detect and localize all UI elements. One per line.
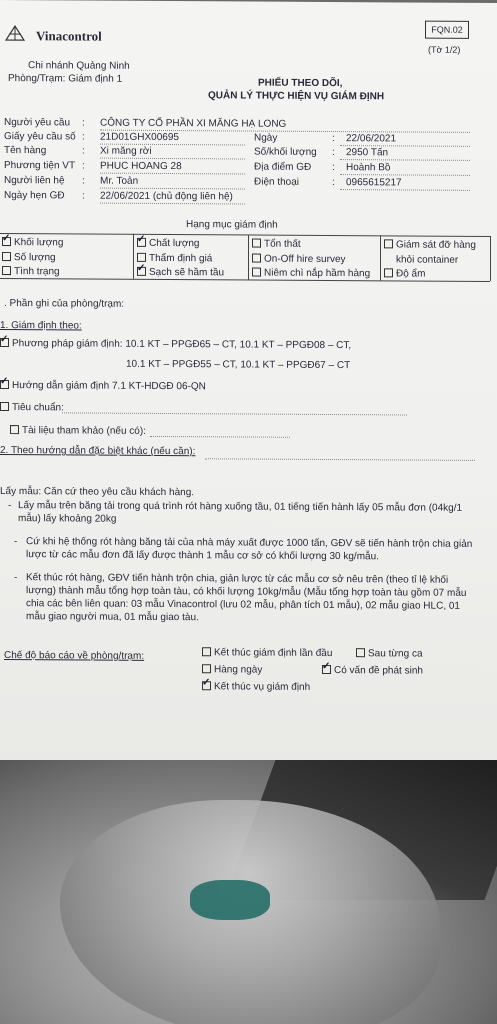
categories-title: Hạng mục giám định	[186, 219, 278, 231]
info-label: Người yêu cầu	[4, 117, 71, 129]
standard-checkbox[interactable]	[0, 402, 9, 411]
category-col1-item-0[interactable]	[2, 237, 63, 248]
reference-text: Tài liệu tham khảo (nếu có):	[22, 425, 146, 437]
standard-row	[0, 402, 64, 413]
category-checkbox[interactable]	[252, 254, 261, 263]
method-row	[0, 338, 351, 351]
sampling-bullet-2: - Cứ khi hệ thống rót hàng băng tải của nhà máy xuất được 1000 tấn, GĐV sẽ tiến hành trộn chia giản lược từ các mẫu đơn đã lấy được thành 1 mẫu cơ sở có khối lượng 30 kg/mẫu.	[14, 536, 473, 563]
category-checkbox[interactable]	[2, 237, 11, 246]
info-label: Số/khối lượng	[254, 146, 317, 158]
report-opt-4-checkbox[interactable]	[322, 665, 331, 674]
sampling-bullet-1: - Lấy mẫu trên băng tải trong quá trình rót hàng xuống tầu, 01 tiếng tiến hành lấy 05 mẫu đơn (04kg/1 mẫu) lấy khoảng 20kg	[8, 500, 463, 525]
info-label: Giấy yêu cầu số	[4, 131, 76, 143]
info-label: Người liên hệ	[4, 175, 65, 187]
info-sep: :	[332, 162, 335, 174]
method-checkbox[interactable]	[0, 338, 9, 347]
brand-name: Vinacontrol	[36, 28, 102, 44]
category-col3-item-1[interactable]	[252, 254, 346, 266]
report-opt-5-checkbox[interactable]	[202, 681, 211, 690]
info-value: 2950 Tấn	[346, 147, 389, 159]
info-label: Điện thoại	[254, 176, 300, 188]
info-sep: :	[82, 117, 85, 129]
category-col1-item-2[interactable]	[2, 266, 60, 277]
method-text: Phương pháp giám định: 10.1 KT – PPGĐ65 – CT, 10.1 KT – PPGĐ08 – CT,	[12, 338, 352, 352]
report-opt-1[interactable]: Kết thúc giám định lần đầu	[202, 647, 332, 659]
info-sep: :	[82, 131, 85, 143]
info-label: Phương tiện VT	[4, 160, 76, 172]
info-left-row	[4, 131, 179, 143]
info-sep: :	[82, 145, 85, 157]
report-opt-3[interactable]: Hàng ngày	[202, 664, 262, 675]
category-checkbox[interactable]	[2, 266, 11, 275]
category-checkbox[interactable]	[137, 253, 146, 262]
report-opt-2-checkbox[interactable]	[356, 648, 365, 657]
category-checkbox[interactable]	[137, 267, 146, 276]
category-checkbox[interactable]	[2, 252, 11, 261]
category-col4-item-0[interactable]	[384, 239, 476, 251]
info-label: Tên hàng	[4, 145, 47, 157]
info-value: Mr. Toản	[100, 175, 139, 187]
info-sep: :	[332, 177, 335, 189]
section-2-title: 2. Theo hướng dẫn đặc biệt khác (nếu cần):	[0, 445, 196, 458]
report-opt-1-checkbox[interactable]	[202, 647, 211, 656]
background-teal-object	[190, 880, 270, 920]
info-right-row	[254, 162, 390, 174]
title-line-1: PHIẾU THEO DÕI,	[258, 77, 343, 90]
photo-background	[0, 760, 497, 1024]
sampling-bullet-3: - Kết thúc rót hàng, GĐV tiến hành trộn chia, giản lược từ các mẫu cơ sở nêu trên (theo tỉ lệ khối lượng) thành mẫu tổng hợp toàn tàu, có khối lượng 10kg/mẫu (Mẫu tổng hợp toàn tàu gồm 07 mẫu chia các bên liên quan: 03 mẫu Vinacontrol (lưu 02 mẫu, phân tích 01 mẫu), 02 mẫu giao HLC, 01 mẫu giao người mua, 01 mẫu giao tàu.	[14, 572, 467, 624]
info-value: 0965615217	[346, 177, 402, 189]
info-right-row	[254, 147, 388, 159]
info-sep: :	[332, 147, 335, 159]
info-left-row	[4, 160, 182, 172]
notes-section-title: . Phần ghi của phòng/trạm:	[4, 298, 125, 310]
category-col2-item-2[interactable]	[137, 267, 224, 279]
info-value: Xi măng rời	[100, 145, 152, 157]
info-value: 22/06/2021	[346, 133, 397, 145]
reference-checkbox[interactable]	[10, 425, 19, 434]
guide-checkbox[interactable]	[0, 380, 9, 389]
info-label: Địa điểm GĐ	[254, 161, 312, 173]
guide-row	[0, 380, 206, 392]
sampling-title: Lấy mẫu: Căn cứ theo yêu cầu khách hàng.	[0, 486, 195, 499]
report-opt-5[interactable]: ✓Kết thúc vụ giám định	[202, 681, 310, 693]
report-opt-4[interactable]: ✓ Có vấn đề phát sinh	[322, 665, 423, 677]
category-label: Niêm chì nắp hầm hàng	[264, 267, 371, 280]
category-label: On-Off hire survey	[264, 253, 346, 266]
category-col3-item-0[interactable]	[252, 239, 301, 250]
info-sep: :	[82, 175, 85, 187]
category-col4-item-1	[396, 254, 458, 265]
method-line-2: 10.1 KT – PPGĐ55 – CT, 10.1 KT – PPGĐ67 – CT	[126, 358, 351, 372]
category-col2-item-0[interactable]	[137, 238, 200, 249]
reference-row	[10, 425, 146, 437]
vinacontrol-logo-icon	[4, 24, 26, 42]
title-line-2: QUẢN LÝ THỰC HIỆN VỤ GIÁM ĐỊNH	[208, 90, 385, 103]
info-value: 21D01GHX00695	[100, 131, 179, 144]
info-label: Ngày	[254, 132, 278, 144]
category-label: Giám sát đỡ hàng	[396, 239, 476, 251]
category-col3-item-2[interactable]	[252, 268, 370, 280]
category-checkbox[interactable]	[384, 268, 393, 277]
info-value: Hoành Bồ	[346, 162, 391, 174]
info-sep: :	[82, 160, 85, 172]
section-1-title: 1. Giám định theo:	[0, 320, 82, 332]
report-label: Chế độ báo cáo về phòng/trạm:	[4, 650, 145, 662]
category-checkbox[interactable]	[252, 239, 261, 248]
info-left-row	[4, 175, 138, 187]
info-value: CÔNG TY CỔ PHẦN XI MĂNG HẠ LONG	[100, 117, 287, 130]
info-value: PHUC HOANG 28	[100, 160, 182, 173]
standard-text: Tiêu chuẩn:	[12, 402, 64, 414]
office-name: Phòng/Trạm: Giám định 1	[8, 73, 123, 85]
info-left-row	[4, 190, 233, 202]
report-opt-2[interactable]: Sau từng ca	[356, 648, 423, 659]
category-label: Tổn thất	[264, 238, 301, 250]
info-sep: :	[82, 190, 85, 202]
report-opt-3-checkbox[interactable]	[202, 664, 211, 673]
category-label: Độ ẩm	[396, 268, 426, 280]
info-left-row	[4, 145, 152, 157]
info-right-row	[254, 177, 402, 189]
form-code: FQN.02	[425, 21, 469, 39]
category-label: Số lượng	[14, 252, 56, 264]
category-label: Khối lượng	[14, 237, 64, 249]
category-checkbox[interactable]	[137, 238, 146, 247]
branch-name: Chi nhánh Quảng Ninh	[28, 60, 130, 72]
category-col4-item-2[interactable]	[384, 268, 425, 279]
category-label: khỏi container	[396, 254, 459, 266]
category-label: Thẩm định giá	[149, 252, 213, 265]
info-value: 22/06/2021 (chủ động liên hệ)	[100, 190, 233, 203]
category-checkbox[interactable]	[384, 239, 393, 248]
info-sep: :	[332, 133, 335, 145]
category-label: Chất lượng	[149, 237, 200, 250]
category-label: Sạch sẽ hầm tầu	[149, 266, 225, 279]
category-col1-item-1[interactable]	[2, 252, 56, 263]
category-checkbox[interactable]	[252, 268, 261, 277]
guide-text: Hướng dẫn giám định 7.1 KT-HDGĐ 06-QN	[12, 380, 206, 393]
info-label: Ngày hẹn GĐ	[4, 190, 65, 202]
page-info: (Tờ 1/2)	[428, 44, 461, 55]
category-col2-item-1[interactable]	[137, 253, 212, 264]
info-left-row	[4, 117, 286, 130]
info-right-row	[254, 133, 396, 145]
category-label: Tình trạng	[14, 266, 60, 278]
